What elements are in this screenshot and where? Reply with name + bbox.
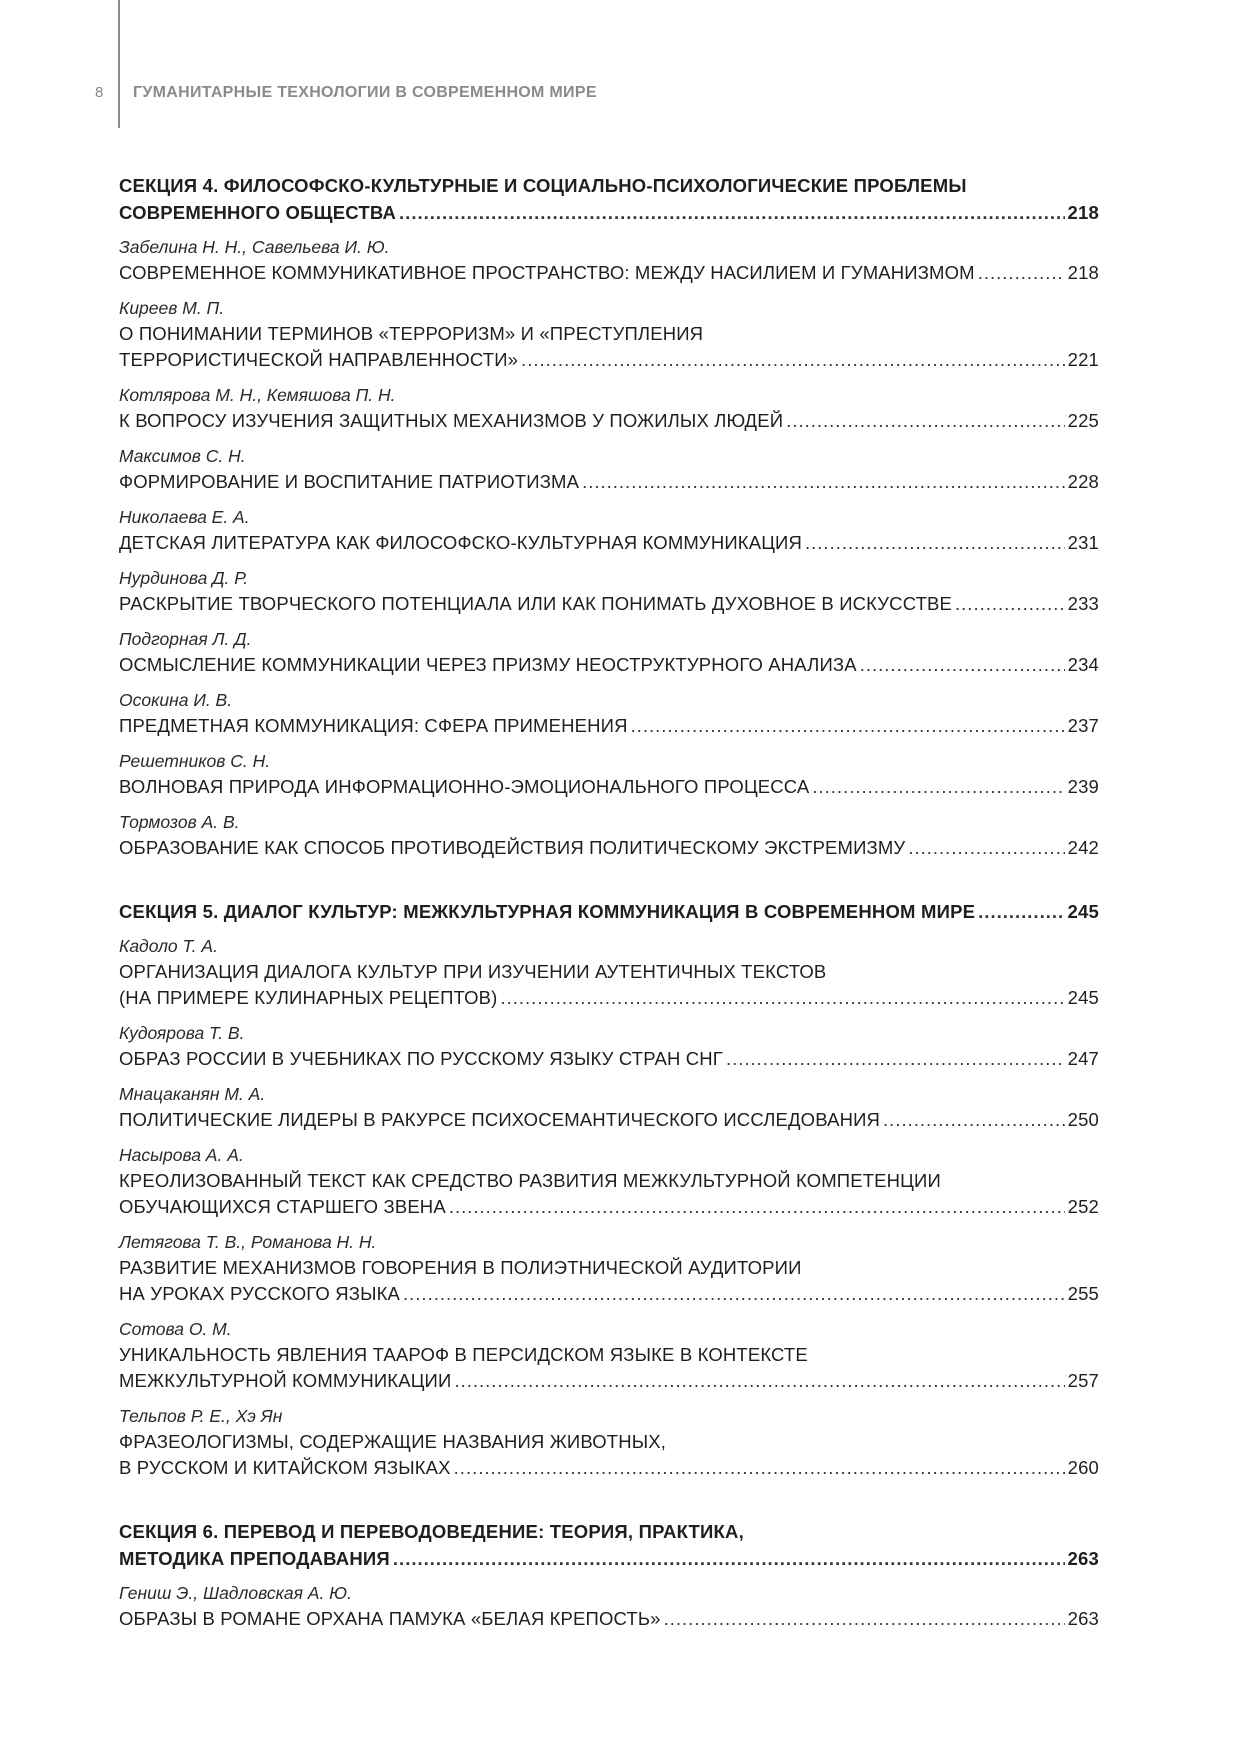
page-ref: 234 bbox=[1067, 654, 1099, 675]
dot-leader bbox=[500, 985, 1064, 1011]
toc-entry bbox=[119, 504, 1099, 556]
toc-line bbox=[119, 1281, 1099, 1307]
toc-entry bbox=[119, 1142, 1099, 1220]
dot-leader bbox=[631, 713, 1065, 739]
dot-leader bbox=[860, 652, 1065, 678]
entry-title-line: К ВОПРОСУ ИЗУЧЕНИЯ ЗАЩИТНЫХ МЕХАНИЗМОВ У ПОЖИЛЫХ ЛЮДЕЙ bbox=[119, 410, 784, 431]
entry-author: Осокина И. В. bbox=[119, 690, 233, 710]
toc-line bbox=[119, 1455, 1099, 1481]
table-of-contents bbox=[119, 172, 1099, 1669]
toc-entry bbox=[119, 687, 1099, 739]
toc-entry bbox=[119, 295, 1099, 373]
entry-title-line: ОБРАЗ РОССИИ В УЧЕБНИКАХ ПО РУССКОМУ ЯЗЫКУ СТРАН СНГ bbox=[119, 1048, 723, 1069]
page-ref: 237 bbox=[1067, 715, 1099, 736]
toc-line bbox=[119, 1606, 1099, 1632]
page-ref: 228 bbox=[1067, 471, 1099, 492]
page-ref: 233 bbox=[1067, 593, 1099, 614]
entry-title bbox=[119, 713, 1099, 739]
entry-title bbox=[119, 408, 1099, 434]
toc-entry bbox=[119, 443, 1099, 495]
page-ref: 218 bbox=[1067, 262, 1099, 283]
toc-line bbox=[119, 713, 1099, 739]
entry-title-line: СОВРЕМЕННОЕ КОММУНИКАТИВНОЕ ПРОСТРАНСТВО: МЕЖДУ НАСИЛИЕМ И ГУМАНИЗМОМ bbox=[119, 262, 975, 283]
dot-leader bbox=[521, 347, 1065, 373]
toc-entry bbox=[119, 1020, 1099, 1072]
entry-author: Котлярова М. Н., Кемяшова П. Н. bbox=[119, 385, 396, 405]
dot-leader bbox=[399, 199, 1064, 226]
dot-leader bbox=[449, 1194, 1065, 1220]
toc-entry bbox=[119, 1403, 1099, 1481]
entry-title-line: ОБРАЗЫ В РОМАНЕ ОРХАНА ПАМУКА «БЕЛАЯ КРЕПОСТЬ» bbox=[119, 1608, 661, 1629]
entry-title-line: ОБРАЗОВАНИЕ КАК СПОСОБ ПРОТИВОДЕЙСТВИЯ ПОЛИТИЧЕСКОМУ ЭКСТРЕМИЗМУ bbox=[119, 837, 906, 858]
dot-leader bbox=[664, 1606, 1065, 1632]
toc-section bbox=[119, 1518, 1099, 1632]
toc-line bbox=[119, 898, 1099, 925]
entry-title bbox=[119, 1606, 1099, 1632]
entry-title bbox=[119, 260, 1099, 286]
entry-title-line: РАСКРЫТИЕ ТВОРЧЕСКОГО ПОТЕНЦИАЛА ИЛИ КАК ПОНИМАТЬ ДУХОВНОЕ В ИСКУССТВЕ bbox=[119, 593, 953, 614]
page-ref: 245 bbox=[1067, 901, 1099, 922]
toc-entry bbox=[119, 809, 1099, 861]
dot-leader bbox=[908, 835, 1064, 861]
page-ref: 218 bbox=[1067, 202, 1099, 223]
section-title-line: СЕКЦИЯ 5. ДИАЛОГ КУЛЬТУР: МЕЖКУЛЬТУРНАЯ КОММУНИКАЦИЯ В СОВРЕМЕННОМ МИРЕ bbox=[119, 901, 976, 922]
toc-entry bbox=[119, 382, 1099, 434]
entry-author: Нурдинова Д. Р. bbox=[119, 568, 249, 588]
dot-leader bbox=[454, 1455, 1065, 1481]
entry-title-line: ОБУЧАЮЩИХСЯ СТАРШЕГО ЗВЕНА bbox=[119, 1196, 446, 1217]
section-title-line: СЕКЦИЯ 6. ПЕРЕВОД И ПЕРЕВОДОВЕДЕНИЕ: ТЕОРИЯ, ПРАКТИКА, bbox=[119, 1521, 744, 1542]
dot-leader bbox=[978, 260, 1065, 286]
entry-title-line: НА УРОКАХ РУССКОГО ЯЗЫКА bbox=[119, 1283, 401, 1304]
toc-section bbox=[119, 898, 1099, 1481]
toc-entry bbox=[119, 1316, 1099, 1394]
entry-title-line: ВОЛНОВАЯ ПРИРОДА ИНФОРМАЦИОННО-ЭМОЦИОНАЛЬНОГО ПРОЦЕССА bbox=[119, 776, 810, 797]
page-ref: 221 bbox=[1067, 349, 1099, 370]
toc-line bbox=[119, 347, 1099, 373]
entry-title-line: ДЕТСКАЯ ЛИТЕРАТУРА КАК ФИЛОСОФСКО-КУЛЬТУРНАЯ КОММУНИКАЦИЯ bbox=[119, 532, 803, 553]
toc-entry bbox=[119, 1580, 1099, 1632]
toc-line bbox=[119, 1046, 1099, 1072]
toc-line bbox=[119, 1545, 1099, 1572]
entry-title bbox=[119, 1168, 1099, 1220]
entry-author: Решетников С. Н. bbox=[119, 751, 271, 771]
entry-author: Насырова А. А. bbox=[119, 1145, 244, 1165]
dot-leader bbox=[812, 774, 1064, 800]
toc-line bbox=[119, 774, 1099, 800]
page-ref: 257 bbox=[1067, 1370, 1099, 1391]
entry-title bbox=[119, 1255, 1099, 1307]
toc-line bbox=[119, 985, 1099, 1011]
entry-author: Забелина Н. Н., Савельева И. Ю. bbox=[119, 237, 390, 257]
entry-title-line: МЕЖКУЛЬТУРНОЙ КОММУНИКАЦИИ bbox=[119, 1370, 452, 1391]
entry-title-line: ПРЕДМЕТНАЯ КОММУНИКАЦИЯ: СФЕРА ПРИМЕНЕНИЯ bbox=[119, 715, 628, 736]
toc-line bbox=[119, 199, 1099, 226]
page-ref: 242 bbox=[1067, 837, 1099, 858]
page-ref: 263 bbox=[1067, 1548, 1099, 1569]
toc-entry bbox=[119, 626, 1099, 678]
toc-entry bbox=[119, 748, 1099, 800]
entry-author: Сотова О. М. bbox=[119, 1319, 232, 1339]
toc-line bbox=[119, 1368, 1099, 1394]
entry-author: Кадоло Т. А. bbox=[119, 936, 218, 956]
entry-title-line: (НА ПРИМЕРЕ КУЛИНАРНЫХ РЕЦЕПТОВ) bbox=[119, 987, 498, 1008]
page-ref: 260 bbox=[1067, 1457, 1099, 1478]
section-title bbox=[119, 1518, 1099, 1572]
toc-line bbox=[119, 260, 1099, 286]
toc-line bbox=[119, 408, 1099, 434]
entry-title bbox=[119, 652, 1099, 678]
page-ref: 239 bbox=[1067, 776, 1099, 797]
dot-leader bbox=[403, 1281, 1065, 1307]
entry-title bbox=[119, 530, 1099, 556]
toc-line bbox=[119, 652, 1099, 678]
section-title bbox=[119, 898, 1099, 925]
page-ref: 225 bbox=[1067, 410, 1099, 431]
entry-title bbox=[119, 959, 1099, 1011]
entry-title bbox=[119, 1107, 1099, 1133]
dot-leader bbox=[955, 591, 1065, 617]
entry-title-line: ФРАЗЕОЛОГИЗМЫ, СОДЕРЖАЩИЕ НАЗВАНИЯ ЖИВОТНЫХ, bbox=[119, 1431, 667, 1452]
toc-line bbox=[119, 591, 1099, 617]
entry-title bbox=[119, 591, 1099, 617]
entry-author: Кудоярова Т. В. bbox=[119, 1023, 245, 1043]
entry-title-line: УНИКАЛЬНОСТЬ ЯВЛЕНИЯ ТААРОФ В ПЕРСИДСКОМ ЯЗЫКЕ В КОНТЕКСТЕ bbox=[119, 1344, 808, 1365]
toc-line bbox=[119, 530, 1099, 556]
dot-leader bbox=[883, 1107, 1065, 1133]
section-title-line: СОВРЕМЕННОГО ОБЩЕСТВА bbox=[119, 202, 397, 223]
page-ref: 255 bbox=[1067, 1283, 1099, 1304]
entry-title-line: ПОЛИТИЧЕСКИЕ ЛИДЕРЫ В РАКУРСЕ ПСИХОСЕМАНТИЧЕСКОГО ИССЛЕДОВАНИЯ bbox=[119, 1109, 881, 1130]
entry-author: Киреев М. П. bbox=[119, 298, 225, 318]
entry-author: Летягова Т. В., Романова Н. Н. bbox=[119, 1232, 377, 1252]
toc-entry bbox=[119, 933, 1099, 1011]
dot-leader bbox=[393, 1545, 1065, 1572]
entry-author: Подгорная Л. Д. bbox=[119, 629, 252, 649]
entry-author: Тормозов А. В. bbox=[119, 812, 240, 832]
entry-title bbox=[119, 321, 1099, 373]
entry-title-line: В РУССКОМ И КИТАЙСКОМ ЯЗЫКАХ bbox=[119, 1457, 451, 1478]
toc-entry bbox=[119, 565, 1099, 617]
entry-title-line: ФОРМИРОВАНИЕ И ВОСПИТАНИЕ ПАТРИОТИЗМА bbox=[119, 471, 580, 492]
entry-author: Мнацаканян М. А. bbox=[119, 1084, 266, 1104]
page-ref: 250 bbox=[1067, 1109, 1099, 1130]
dot-leader bbox=[582, 469, 1065, 495]
page-ref: 252 bbox=[1067, 1196, 1099, 1217]
entry-title bbox=[119, 1429, 1099, 1481]
section-title bbox=[119, 172, 1099, 226]
toc-entry bbox=[119, 1081, 1099, 1133]
dot-leader bbox=[454, 1368, 1064, 1394]
dot-leader bbox=[978, 898, 1064, 925]
page-ref: 263 bbox=[1067, 1608, 1099, 1629]
entry-title bbox=[119, 1046, 1099, 1072]
entry-author: Максимов С. Н. bbox=[119, 446, 246, 466]
entry-title-line: О ПОНИМАНИИ ТЕРМИНОВ «ТЕРРОРИЗМ» И «ПРЕСТУПЛЕНИЯ bbox=[119, 323, 704, 344]
entry-title bbox=[119, 774, 1099, 800]
entry-title-line: ТЕРРОРИСТИЧЕСКОЙ НАПРАВЛЕННОСТИ» bbox=[119, 349, 519, 370]
entry-title bbox=[119, 469, 1099, 495]
page-ref: 247 bbox=[1067, 1048, 1099, 1069]
page-ref: 231 bbox=[1067, 532, 1099, 553]
entry-author: Гениш Э., Шадловская А. Ю. bbox=[119, 1583, 352, 1603]
toc-line bbox=[119, 1107, 1099, 1133]
toc-line bbox=[119, 469, 1099, 495]
entry-title bbox=[119, 1342, 1099, 1394]
toc-entry bbox=[119, 1229, 1099, 1307]
entry-title bbox=[119, 835, 1099, 861]
toc-section bbox=[119, 172, 1099, 861]
toc-entry bbox=[119, 234, 1099, 286]
running-title: ГУМАНИТАРНЫЕ ТЕХНОЛОГИИ В СОВРЕМЕННОМ МИРЕ bbox=[133, 84, 597, 101]
section-title-line: МЕТОДИКА ПРЕПОДАВАНИЯ bbox=[119, 1548, 390, 1569]
page-ref: 245 bbox=[1067, 987, 1099, 1008]
toc-line bbox=[119, 1194, 1099, 1220]
entry-author: Николаева Е. А. bbox=[119, 507, 250, 527]
section-title-line: СЕКЦИЯ 4. ФИЛОСОФСКО-КУЛЬТУРНЫЕ И СОЦИАЛЬНО-ПСИХОЛОГИЧЕСКИЕ ПРОБЛЕМЫ bbox=[119, 175, 967, 196]
dot-leader bbox=[726, 1046, 1065, 1072]
entry-title-line: КРЕОЛИЗОВАННЫЙ ТЕКСТ КАК СРЕДСТВО РАЗВИТИЯ МЕЖКУЛЬТУРНОЙ КОМПЕТЕНЦИИ bbox=[119, 1170, 941, 1191]
entry-title-line: ОРГАНИЗАЦИЯ ДИАЛОГА КУЛЬТУР ПРИ ИЗУЧЕНИИ АУТЕНТИЧНЫХ ТЕКСТОВ bbox=[119, 961, 827, 982]
header-divider bbox=[118, 0, 120, 128]
dot-leader bbox=[786, 408, 1064, 434]
toc-line bbox=[119, 835, 1099, 861]
dot-leader bbox=[805, 530, 1065, 556]
entry-title-line: ОСМЫСЛЕНИЕ КОММУНИКАЦИИ ЧЕРЕЗ ПРИЗМУ НЕОСТРУКТУРНОГО АНАЛИЗА bbox=[119, 654, 857, 675]
entry-title-line: РАЗВИТИЕ МЕХАНИЗМОВ ГОВОРЕНИЯ В ПОЛИЭТНИЧЕСКОЙ АУДИТОРИИ bbox=[119, 1257, 802, 1278]
entry-author: Тельпов Р. Е., Хэ Ян bbox=[119, 1406, 283, 1426]
page-number: 8 bbox=[95, 84, 104, 101]
